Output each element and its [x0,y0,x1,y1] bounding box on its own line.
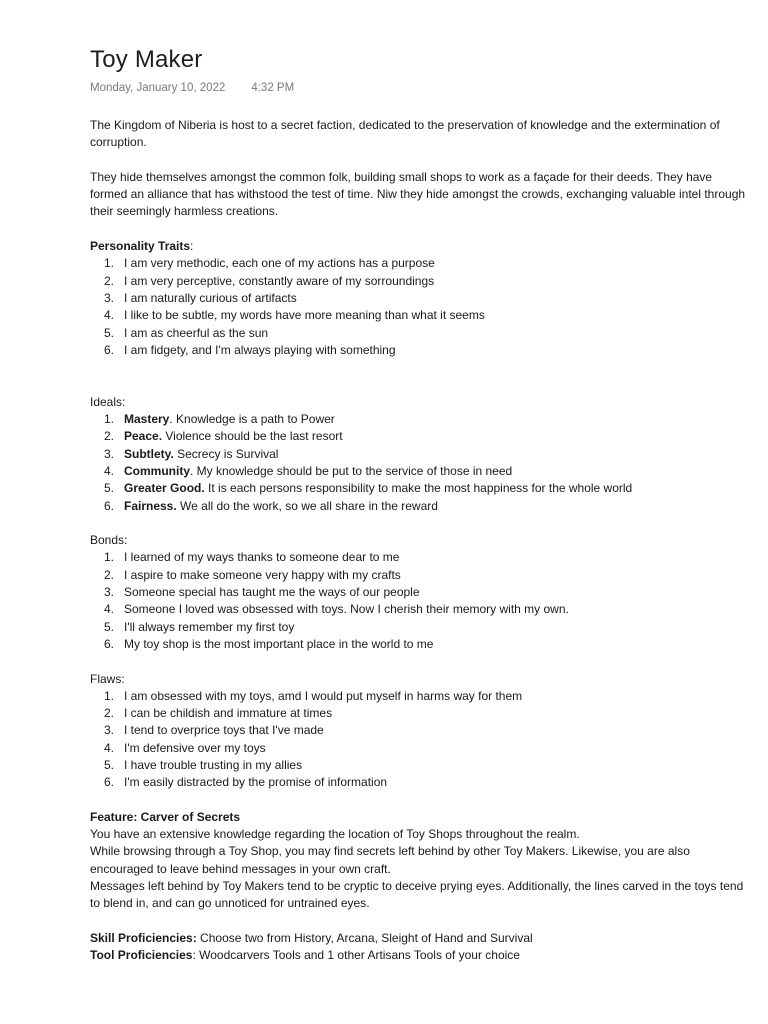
note-time: 4:32 PM [251,82,295,94]
list-item: 6. I am fidgety, and I'm always playing with something [104,342,396,357]
list-item: 3. Someone special has taught me the ways of our people [104,585,420,600]
personality-list [90,255,750,359]
feature-heading: Feature: Carver of Secrets [90,809,241,824]
ideals-heading: Ideals: [90,394,126,409]
personality-heading: Personality Traits: [90,239,194,254]
skill-proficiencies: Skill Proficiencies: Choose two from History, Arcana, Sleight of Hand and Survival [90,930,533,945]
list-item: 6. Fairness. We all do the work, so we all share in the reward [104,498,438,513]
ideals-list [90,411,750,515]
note-date: Monday, January 10, 2022 [90,82,226,94]
bonds-list [90,549,750,653]
bonds-heading: Bonds: [90,533,128,548]
feature-line: While browsing through a Toy Shop, you may find secrets left behind by other Toy Makers. Likewise, you are also encouraged to leave behind messages in your own craft. [90,844,690,876]
feature-line: You have an extensive knowledge regarding the location of Toy Shops throughout the realm. [90,827,580,842]
list-item: 5. I have trouble trusting in my allies [104,757,303,772]
intro-paragraph: They hide themselves amongst the common folk, building small shops to work as a façade for their deeds. They have formed an alliance that has withstood the test of time. Niw they hide amongst the crowds, exchanging valuable intel through their seemingly harmless creations. [90,169,746,219]
note-timestamp [90,82,294,94]
list-item: 4. Community. My knowledge should be put to the service of those in need [104,463,513,478]
list-item: 5. I'll always remember my first toy [104,619,295,634]
list-item: 1. I am obsessed with my toys, amd I would put myself in harms way for them [104,688,523,703]
list-item: 4. I like to be subtle, my words have more meaning than what it seems [104,308,485,323]
list-item: 3. Subtlety. Secrecy is Survival [104,446,279,461]
list-item: 4. I'm defensive over my toys [104,740,266,755]
list-item: 6. I'm easily distracted by the promise of information [104,775,388,790]
list-item: 1. I am very methodic, each one of my actions has a purpose [104,256,435,271]
list-item: 2. I aspire to make someone very happy with my crafts [104,567,401,582]
list-item: 3. I tend to overprice toys that I've made [104,723,324,738]
list-item: 5. Greater Good. It is each persons responsibility to make the most happiness for the whole world [104,481,633,496]
list-item: 1. Mastery. Knowledge is a path to Power [104,412,335,427]
note-body[interactable] [90,117,750,965]
tool-proficiencies: Tool Proficiencies: Woodcarvers Tools and 1 other Artisans Tools of your choice [90,948,520,963]
list-item: 2. Peace. Violence should be the last resort [104,429,343,444]
list-item: 5. I am as cheerful as the sun [104,325,269,340]
flaws-list [90,688,750,792]
list-item: 2. I can be childish and immature at times [104,706,333,721]
list-item: 2. I am very perceptive, constantly aware of my sorroundings [104,273,435,288]
flaws-heading: Flaws: [90,671,125,686]
list-item: 4. Someone I loved was obsessed with toys. Now I cherish their memory with my own. [104,602,569,617]
page-title: Toy Maker [90,46,203,73]
list-item: 1. I learned of my ways thanks to someone dear to me [104,550,400,565]
intro-paragraph: The Kingdom of Niberia is host to a secret faction, dedicated to the preservation of knowledge and the extermination of corruption. [90,118,720,150]
list-item: 3. I am naturally curious of artifacts [104,290,297,305]
personality-heading-label: Personality Traits [90,239,191,254]
list-item: 6. My toy shop is the most important place in the world to me [104,636,434,651]
feature-line: Messages left behind by Toy Makers tend to be cryptic to deceive prying eyes. Additionally, the lines carved in the toys tend to blend in, and can go unnoticed for untrained eyes. [90,879,744,911]
